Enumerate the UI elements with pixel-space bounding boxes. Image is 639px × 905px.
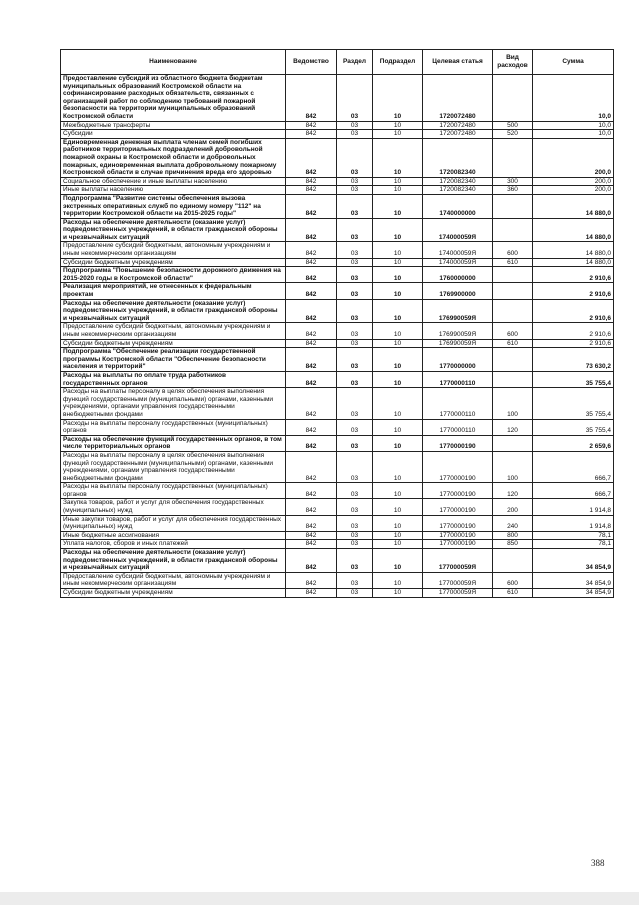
row-target-article: 1720072480 (423, 75, 493, 122)
scan-bottom-edge (0, 892, 639, 905)
row-razdel: 03 (337, 130, 373, 139)
table-row (61, 589, 614, 598)
row-vedomstvo: 842 (286, 218, 337, 242)
row-name: Расходы на выплаты персоналу в целях обеспечения выполнения функций государственными (муниципальными) органами, казенными учреждениями, органами управления государственными внебюджетными фондами (61, 388, 286, 419)
row-razdel: 03 (337, 299, 373, 323)
table-row (61, 299, 614, 323)
table-row (61, 267, 614, 283)
row-razdel: 03 (337, 186, 373, 195)
row-vedomstvo: 842 (286, 451, 337, 482)
table-row (61, 572, 614, 588)
row-expense-type: 520 (493, 130, 533, 139)
table-row (61, 348, 614, 372)
row-vedomstvo: 842 (286, 540, 337, 549)
row-target-article: 1770000190 (423, 451, 493, 482)
budget-table (60, 49, 614, 598)
row-podrazdel: 10 (373, 388, 423, 419)
table-body (61, 75, 614, 598)
row-sum: 34 854,9 (533, 572, 614, 588)
table-row (61, 75, 614, 122)
row-razdel: 03 (337, 177, 373, 186)
row-sum: 2 910,6 (533, 339, 614, 348)
header-target-article: Целевая статья (423, 50, 493, 75)
row-target-article: 1760000000 (423, 267, 493, 283)
row-name: Субсидии бюджетным учреждениям (61, 339, 286, 348)
row-target-article: 1720082340 (423, 138, 493, 177)
row-podrazdel: 10 (373, 499, 423, 515)
row-podrazdel: 10 (373, 194, 423, 218)
row-podrazdel: 10 (373, 339, 423, 348)
table-header-row (61, 50, 614, 75)
row-sum: 10,0 (533, 121, 614, 130)
row-razdel: 03 (337, 323, 373, 339)
row-razdel: 03 (337, 499, 373, 515)
row-expense-type: 600 (493, 242, 533, 258)
row-name: Расходы на обеспечение деятельности (оказание услуг) подведомственных учреждений, в области гражданской обороны и чрезвычайных ситуаций (61, 299, 286, 323)
table-row (61, 388, 614, 419)
row-razdel: 03 (337, 121, 373, 130)
row-sum: 14 880,0 (533, 242, 614, 258)
row-podrazdel: 10 (373, 451, 423, 482)
row-expense-type (493, 549, 533, 573)
table-row (61, 186, 614, 195)
row-expense-type (493, 138, 533, 177)
row-razdel: 03 (337, 218, 373, 242)
row-target-article: 176990059Я (423, 299, 493, 323)
row-podrazdel: 10 (373, 435, 423, 451)
row-sum: 14 880,0 (533, 194, 614, 218)
row-razdel: 03 (337, 339, 373, 348)
table-row (61, 531, 614, 540)
row-podrazdel: 10 (373, 299, 423, 323)
row-sum: 1 914,8 (533, 499, 614, 515)
row-name: Уплата налогов, сборов и иных платежей (61, 540, 286, 549)
row-expense-type: 300 (493, 177, 533, 186)
row-target-article: 1770000110 (423, 371, 493, 387)
row-expense-type (493, 283, 533, 299)
row-sum: 200,0 (533, 186, 614, 195)
row-name: Расходы на выплаты персоналу государственных (муниципальных) органов (61, 483, 286, 499)
row-sum: 34 854,9 (533, 589, 614, 598)
row-sum: 78,1 (533, 540, 614, 549)
row-target-article: 1770000190 (423, 435, 493, 451)
row-expense-type: 360 (493, 186, 533, 195)
row-podrazdel: 10 (373, 419, 423, 435)
row-expense-type: 100 (493, 388, 533, 419)
row-name: Расходы на обеспечение деятельности (оказание услуг) подведомственных учреждений, в области гражданской обороны и чрезвычайных ситуаций (61, 218, 286, 242)
row-vedomstvo: 842 (286, 515, 337, 531)
row-vedomstvo: 842 (286, 283, 337, 299)
row-name: Расходы на выплаты персоналу государственных (муниципальных) органов (61, 419, 286, 435)
row-name: Расходы на выплаты по оплате труда работников государственных органов (61, 371, 286, 387)
table-row (61, 451, 614, 482)
row-vedomstvo: 842 (286, 177, 337, 186)
row-target-article: 176990059Я (423, 339, 493, 348)
row-razdel: 03 (337, 483, 373, 499)
row-name: Предоставление субсидий бюджетным, автономным учреждениям и иным некоммерческим организациям (61, 242, 286, 258)
header-vedomstvo: Ведомство (286, 50, 337, 75)
row-vedomstvo: 842 (286, 267, 337, 283)
row-expense-type: 800 (493, 531, 533, 540)
row-sum: 14 880,0 (533, 218, 614, 242)
row-sum: 35 755,4 (533, 419, 614, 435)
row-razdel: 03 (337, 435, 373, 451)
table-row (61, 499, 614, 515)
row-sum: 200,0 (533, 177, 614, 186)
row-podrazdel: 10 (373, 483, 423, 499)
row-podrazdel: 10 (373, 242, 423, 258)
row-sum: 73 630,2 (533, 348, 614, 372)
row-name: Предоставление субсидий из областного бюджета бюджетам муниципальных образований Костромской области на софинансирование расходных обязательств, связанных с организацией работ по соблюдению требований пожарной безопасности на территории муниципальных образований Костромской области (61, 75, 286, 122)
table-row (61, 483, 614, 499)
row-vedomstvo: 842 (286, 258, 337, 267)
row-expense-type: 610 (493, 258, 533, 267)
row-vedomstvo: 842 (286, 130, 337, 139)
row-expense-type: 610 (493, 589, 533, 598)
row-target-article: 1770000110 (423, 388, 493, 419)
row-expense-type (493, 75, 533, 122)
row-sum: 2 910,6 (533, 283, 614, 299)
row-expense-type: 200 (493, 499, 533, 515)
row-vedomstvo: 842 (286, 483, 337, 499)
row-razdel: 03 (337, 572, 373, 588)
row-razdel: 03 (337, 194, 373, 218)
row-podrazdel: 10 (373, 540, 423, 549)
header-razdel: Раздел (337, 50, 373, 75)
row-name: Расходы на выплаты персоналу в целях обеспечения выполнения функций государственными (муниципальными) органами, казенными учреждениями, органами управления государственными внебюджетными фондами (61, 451, 286, 482)
row-vedomstvo: 842 (286, 531, 337, 540)
table-row (61, 194, 614, 218)
row-vedomstvo: 842 (286, 339, 337, 348)
row-target-article: 176990059Я (423, 323, 493, 339)
row-target-article: 174000059Я (423, 218, 493, 242)
table-row (61, 540, 614, 549)
row-podrazdel: 10 (373, 549, 423, 573)
row-sum: 200,0 (533, 138, 614, 177)
table-row (61, 371, 614, 387)
row-podrazdel: 10 (373, 531, 423, 540)
table-row (61, 339, 614, 348)
row-expense-type (493, 435, 533, 451)
budget-table-sheet (60, 49, 613, 598)
row-expense-type: 500 (493, 121, 533, 130)
row-target-article: 1770000000 (423, 348, 493, 372)
row-razdel: 03 (337, 451, 373, 482)
row-sum: 2 910,6 (533, 323, 614, 339)
row-expense-type (493, 194, 533, 218)
row-sum: 35 755,4 (533, 388, 614, 419)
row-name: Единовременная денежная выплата членам семей погибших работников территориальных подразделений добровольной пожарной охраны в Костромской области и добровольных пожарных, единовременная выплата добровольному пожарному Костромской области в случае причинения вреда его здоровью (61, 138, 286, 177)
row-vedomstvo: 842 (286, 419, 337, 435)
table-row (61, 283, 614, 299)
row-expense-type (493, 218, 533, 242)
row-razdel: 03 (337, 419, 373, 435)
row-vedomstvo: 842 (286, 435, 337, 451)
row-sum: 666,7 (533, 451, 614, 482)
row-name: Субсидии бюджетным учреждениям (61, 258, 286, 267)
row-target-article: 1770000190 (423, 531, 493, 540)
row-vedomstvo: 842 (286, 186, 337, 195)
row-vedomstvo: 842 (286, 549, 337, 573)
row-vedomstvo: 842 (286, 348, 337, 372)
row-podrazdel: 10 (373, 130, 423, 139)
header-sum: Сумма (533, 50, 614, 75)
row-expense-type (493, 371, 533, 387)
row-expense-type: 120 (493, 483, 533, 499)
row-vedomstvo: 842 (286, 371, 337, 387)
table-row (61, 130, 614, 139)
row-sum: 666,7 (533, 483, 614, 499)
row-podrazdel: 10 (373, 267, 423, 283)
row-target-article: 1740000000 (423, 194, 493, 218)
row-expense-type: 600 (493, 323, 533, 339)
row-podrazdel: 10 (373, 515, 423, 531)
row-target-article: 174000059Я (423, 242, 493, 258)
header-expense-type: Вид расходов (493, 50, 533, 75)
row-sum: 2 910,6 (533, 299, 614, 323)
row-name: Подпрограмма "Обеспечение реализации государственной программы Костромской области "Обеспечение безопасности населения и территорий" (61, 348, 286, 372)
row-vedomstvo: 842 (286, 194, 337, 218)
row-target-article: 1720082340 (423, 177, 493, 186)
table-row (61, 323, 614, 339)
row-target-article: 1720072480 (423, 130, 493, 139)
row-podrazdel: 10 (373, 75, 423, 122)
row-podrazdel: 10 (373, 283, 423, 299)
row-vedomstvo: 842 (286, 242, 337, 258)
row-name: Иные закупки товаров, работ и услуг для обеспечения государственных (муниципальных) нужд (61, 515, 286, 531)
row-target-article: 174000059Я (423, 258, 493, 267)
row-name: Реализация мероприятий, не отнесенных к федеральным проектам (61, 283, 286, 299)
row-vedomstvo: 842 (286, 572, 337, 588)
row-sum: 10,0 (533, 130, 614, 139)
row-target-article: 1770000190 (423, 483, 493, 499)
row-name: Подпрограмма "Повышение безопасности дорожного движения на 2015-2020 годы в Костромской области" (61, 267, 286, 283)
page-number: 388 (591, 858, 605, 868)
row-target-article: 1720072480 (423, 121, 493, 130)
row-podrazdel: 10 (373, 177, 423, 186)
row-podrazdel: 10 (373, 218, 423, 242)
row-sum: 10,0 (533, 75, 614, 122)
row-name: Закупка товаров, работ и услуг для обеспечения государственных (муниципальных) нужд (61, 499, 286, 515)
row-name: Социальное обеспечение и иные выплаты населению (61, 177, 286, 186)
row-expense-type (493, 267, 533, 283)
table-row (61, 138, 614, 177)
row-razdel: 03 (337, 258, 373, 267)
row-expense-type: 610 (493, 339, 533, 348)
row-expense-type (493, 299, 533, 323)
table-row (61, 515, 614, 531)
row-name: Предоставление субсидий бюджетным, автономным учреждениям и иным некоммерческим организациям (61, 572, 286, 588)
row-expense-type (493, 348, 533, 372)
table-row (61, 121, 614, 130)
row-vedomstvo: 842 (286, 75, 337, 122)
row-podrazdel: 10 (373, 186, 423, 195)
table-row (61, 435, 614, 451)
row-sum: 2 910,6 (533, 267, 614, 283)
table-row (61, 242, 614, 258)
row-razdel: 03 (337, 348, 373, 372)
table-row (61, 419, 614, 435)
row-name: Иные бюджетные ассигнования (61, 531, 286, 540)
row-name: Расходы на обеспечение деятельности (оказание услуг) подведомственных учреждений, в области гражданской обороны и чрезвычайных ситуаций (61, 549, 286, 573)
row-vedomstvo: 842 (286, 323, 337, 339)
row-expense-type: 600 (493, 572, 533, 588)
row-podrazdel: 10 (373, 348, 423, 372)
row-podrazdel: 10 (373, 121, 423, 130)
row-target-article: 177000059Я (423, 572, 493, 588)
row-sum: 2 659,6 (533, 435, 614, 451)
table-row (61, 218, 614, 242)
row-expense-type: 240 (493, 515, 533, 531)
row-name: Субсидии бюджетным учреждениям (61, 589, 286, 598)
row-razdel: 03 (337, 267, 373, 283)
row-razdel: 03 (337, 388, 373, 419)
row-vedomstvo: 842 (286, 138, 337, 177)
row-target-article: 1769900000 (423, 283, 493, 299)
row-vedomstvo: 842 (286, 499, 337, 515)
row-target-article: 1770000110 (423, 419, 493, 435)
row-podrazdel: 10 (373, 138, 423, 177)
row-sum: 78,1 (533, 531, 614, 540)
row-expense-type: 120 (493, 419, 533, 435)
row-razdel: 03 (337, 549, 373, 573)
row-podrazdel: 10 (373, 589, 423, 598)
row-name: Межбюджетные трансферты (61, 121, 286, 130)
row-expense-type: 100 (493, 451, 533, 482)
row-sum: 34 854,9 (533, 549, 614, 573)
row-vedomstvo: 842 (286, 121, 337, 130)
row-target-article: 1770000190 (423, 540, 493, 549)
row-razdel: 03 (337, 589, 373, 598)
row-target-article: 177000059Я (423, 589, 493, 598)
row-podrazdel: 10 (373, 371, 423, 387)
table-row (61, 258, 614, 267)
table-row (61, 549, 614, 573)
row-podrazdel: 10 (373, 323, 423, 339)
row-sum: 1 914,8 (533, 515, 614, 531)
row-vedomstvo: 842 (286, 589, 337, 598)
row-podrazdel: 10 (373, 572, 423, 588)
row-razdel: 03 (337, 531, 373, 540)
header-podrazdel: Подраздел (373, 50, 423, 75)
row-razdel: 03 (337, 242, 373, 258)
row-vedomstvo: 842 (286, 299, 337, 323)
table-row (61, 177, 614, 186)
row-name: Предоставление субсидий бюджетным, автономным учреждениям и иным некоммерческим организациям (61, 323, 286, 339)
header-name: Наименование (61, 50, 286, 75)
row-name: Иные выплаты населению (61, 186, 286, 195)
row-name: Подпрограмма "Развитие системы обеспечения вызова экстренных оперативных служб по единому номеру "112" на территории Костромской области на 2015-2025 годы" (61, 194, 286, 218)
row-name: Субсидии (61, 130, 286, 139)
row-target-article: 1770000190 (423, 515, 493, 531)
row-name: Расходы на обеспечение функций государственных органов, в том числе территориальных органов (61, 435, 286, 451)
row-razdel: 03 (337, 75, 373, 122)
row-razdel: 03 (337, 371, 373, 387)
row-target-article: 177000059Я (423, 549, 493, 573)
row-expense-type: 850 (493, 540, 533, 549)
row-target-article: 1770000190 (423, 499, 493, 515)
row-razdel: 03 (337, 138, 373, 177)
row-vedomstvo: 842 (286, 388, 337, 419)
row-sum: 35 755,4 (533, 371, 614, 387)
row-target-article: 1720082340 (423, 186, 493, 195)
row-razdel: 03 (337, 283, 373, 299)
row-podrazdel: 10 (373, 258, 423, 267)
row-razdel: 03 (337, 515, 373, 531)
row-sum: 14 880,0 (533, 258, 614, 267)
row-razdel: 03 (337, 540, 373, 549)
